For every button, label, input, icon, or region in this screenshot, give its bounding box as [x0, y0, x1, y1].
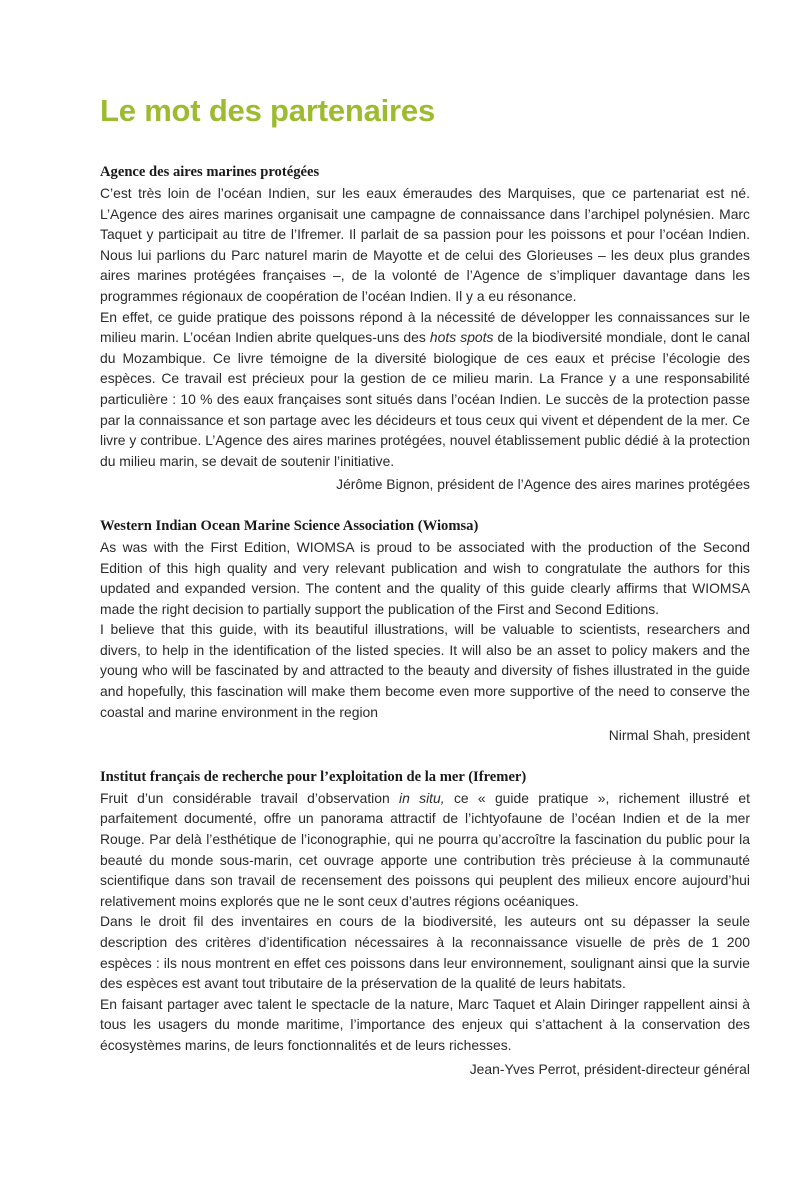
text-run: Fruit d’un considérable travail d’observation	[100, 789, 400, 806]
emphasis-text: in situ,	[399, 789, 445, 806]
paragraph: Dans le droit fil des inventaires en cours de la biodiversité, les auteurs ont su dépasser la seule description des critères d’identification nécessaires à la reconnaissance visuelle de près de 1 200 espèces : ils nous montrent en effet ces poissons dans leur environnement, soulignant ainsi que la survie des espèces est avant tout tributaire de la préservation de la qualité de leurs habitats.	[100, 913, 750, 992]
paragraph: I believe that this guide, with its beautiful illustrations, will be valuable to scientists, researchers and divers, to help in the identification of the listed species. It will also be an asset to policy makers and the young who will be fascinated by and attracted to the beauty and diversity of fishes illustrated in the guide and hopefully, this fascination will make them become even more supportive of the need to conserve the coastal and marine environment in the region	[100, 621, 750, 720]
page	[100, 88, 750, 1079]
paragraph: As was with the First Edition, WIOMSA is proud to be associated with the production of the Second Edition of this high quality and very relevant publication and wish to congratulate the authors for this updated and expanded version. The content and the quality of this guide clearly affirms that WIOMSA made the right decision to partially support the publication of the First and Second Editions.	[100, 538, 750, 617]
section-heading: Western Indian Ocean Marine Science Association (Wiomsa)	[100, 517, 479, 534]
signature: Jean-Yves Perrot, président-directeur général	[469, 1060, 750, 1077]
paragraph	[100, 307, 750, 472]
paragraph	[100, 788, 750, 912]
section-heading: Institut français de recherche pour l’exploitation de la mer (Ifremer)	[100, 768, 527, 785]
signature: Jérôme Bignon, président de l’Agence des aires marines protégées	[336, 476, 750, 493]
text-run: de la biodiversité mondiale, dont le canal du Mozambique. Ce livre témoigne de la diversité biologique de ces eaux et précise l’écologie des espèces. Ce travail est précieux pour la gestion de ce milieu marin. La France y a une responsabilité particulière : 10 % des eaux françaises sont situés dans l’océan Indien. Le succès de la protection passe par la connaissance et son partage avec les décideurs et tous ceux qui vivent et dépendent de la mer. Ce livre y contribue. L’Agence des aires marines protégées, nouvel établissement public dédié à la protection du milieu marin, se devait de soutenir l’initiative.	[100, 329, 750, 469]
section-ifremer	[100, 767, 750, 1079]
emphasis-text: hots spots	[429, 329, 494, 346]
page-title: Le mot des partenaires	[100, 93, 435, 128]
section-heading: Agence des aires marines protégées	[100, 164, 320, 180]
text-run: En effet, ce guide pratique des poissons répond à la nécessité de développer les connaissances sur le milieu marin. L’océan Indien abrite quelques-uns des	[100, 308, 750, 346]
section-wiomsa	[100, 516, 750, 746]
text-run: ce « guide pratique », richement illustré et parfaitement documenté, offre un panorama attractif de l’ichtyofaune de l’océan Indien et de la mer Rouge. Par delà l’esthétique de l’iconographie, qui ne pourra qu’accroître la fascination du public pour la beauté du monde sous-marin, cet ouvrage apporte une contribution très précieuse à la communauté scientifique dans son travail de recensement des poissons qui peuplent des milieux encore aujourd’hui relativement moins explorés que ne le sont ceux d’autres régions océaniques.	[100, 789, 750, 909]
section-agence	[100, 162, 750, 495]
paragraph: En faisant partager avec talent le spectacle de la nature, Marc Taquet et Alain Diringer rappellent ainsi à tous les usagers du monde maritime, l’importance des enjeux qui s’attachent à la conservation des écosystèmes marins, de leurs fonctionnalités et de leurs richesses.	[100, 995, 750, 1053]
paragraph: C’est très loin de l’océan Indien, sur les eaux émeraudes des Marquises, que ce partenariat est né. L’Agence des aires marines organisait une campagne de connaissance dans l’archipel polynésien. Marc Taquet y participait au titre de l’Ifremer. Il parlait de sa passion pour les poissons et pour l’océan Indien. Nous lui parlions du Parc naturel marin de Mayotte et de celui des Glorieuses – les deux plus grandes aires marines protégées françaises –, de la volonté de l’Agence de s’impliquer davantage dans les programmes régionaux de coopération de l’océan Indien. Il y a eu résonance.	[100, 185, 750, 304]
signature: Nirmal Shah, president	[608, 727, 750, 744]
